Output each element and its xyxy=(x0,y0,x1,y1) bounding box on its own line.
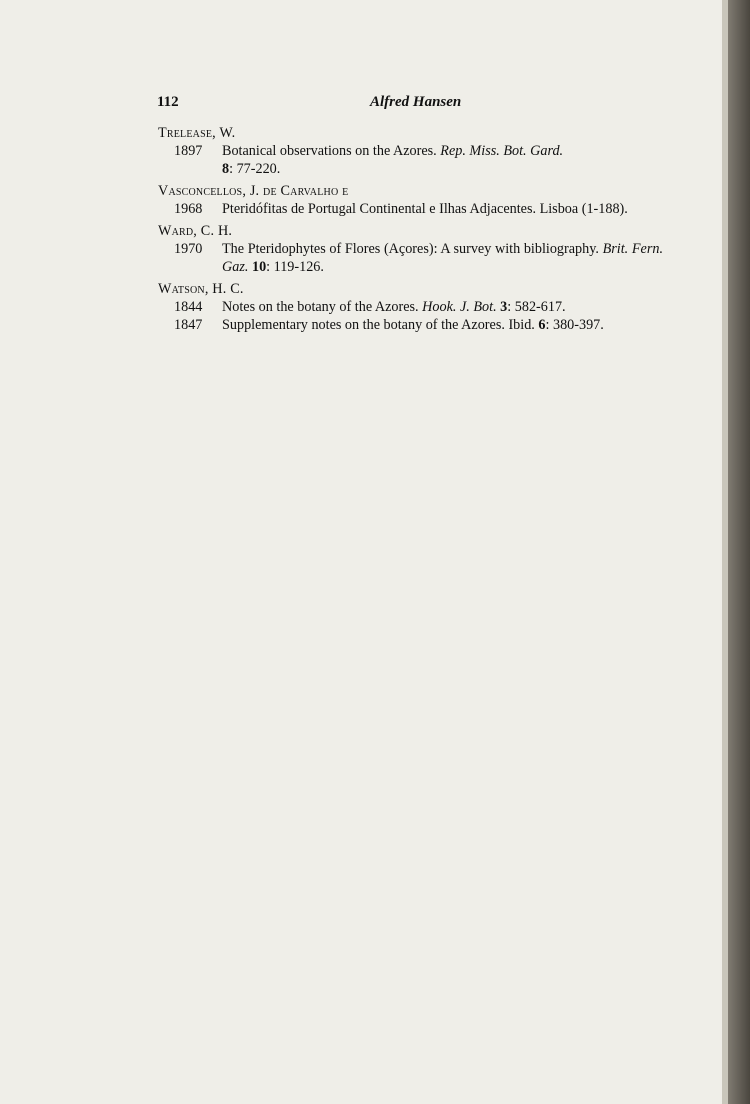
reference-text: The Pteridophytes of Flores (Açores): A survey with bibliography. Brit. Fern. Gaz. 10: 119-126. xyxy=(222,241,663,275)
reference-entry xyxy=(158,240,663,276)
reference-text: Supplementary notes on the botany of the Azores. Ibid. 6: 380-397. xyxy=(222,317,604,333)
reference-author: Vasconcellos, J. de Carvalho e xyxy=(158,183,349,199)
reference-author: Watson, H. C. xyxy=(158,281,244,297)
reference-year: 1847 xyxy=(174,317,203,333)
reference-entry xyxy=(158,298,663,316)
reference-entry xyxy=(158,316,663,334)
reference-entry xyxy=(158,142,663,178)
running-title: Alfred Hansen xyxy=(370,94,462,110)
reference-entry xyxy=(158,200,663,218)
page-edge-strip xyxy=(722,0,728,1104)
reference-text: Notes on the botany of the Azores. Hook. J. Bot. 3: 582-617. xyxy=(222,299,566,315)
reference-year: 1897 xyxy=(174,143,203,159)
page-number: 112 xyxy=(157,94,179,110)
reference-year: 1970 xyxy=(174,241,203,257)
reference-year: 1968 xyxy=(174,201,203,217)
reference-author: Ward, C. H. xyxy=(158,223,233,239)
reference-year: 1844 xyxy=(174,299,203,315)
reference-text: Pteridófitas de Portugal Continental e Ilhas Adjacentes. Lisboa (1-188). xyxy=(222,201,628,217)
reference-text: Botanical observations on the Azores. Rep. Miss. Bot. Gard. 8: 77-220. xyxy=(222,143,564,177)
reference-author: Trelease, W. xyxy=(158,125,236,141)
reference-list xyxy=(158,120,663,334)
